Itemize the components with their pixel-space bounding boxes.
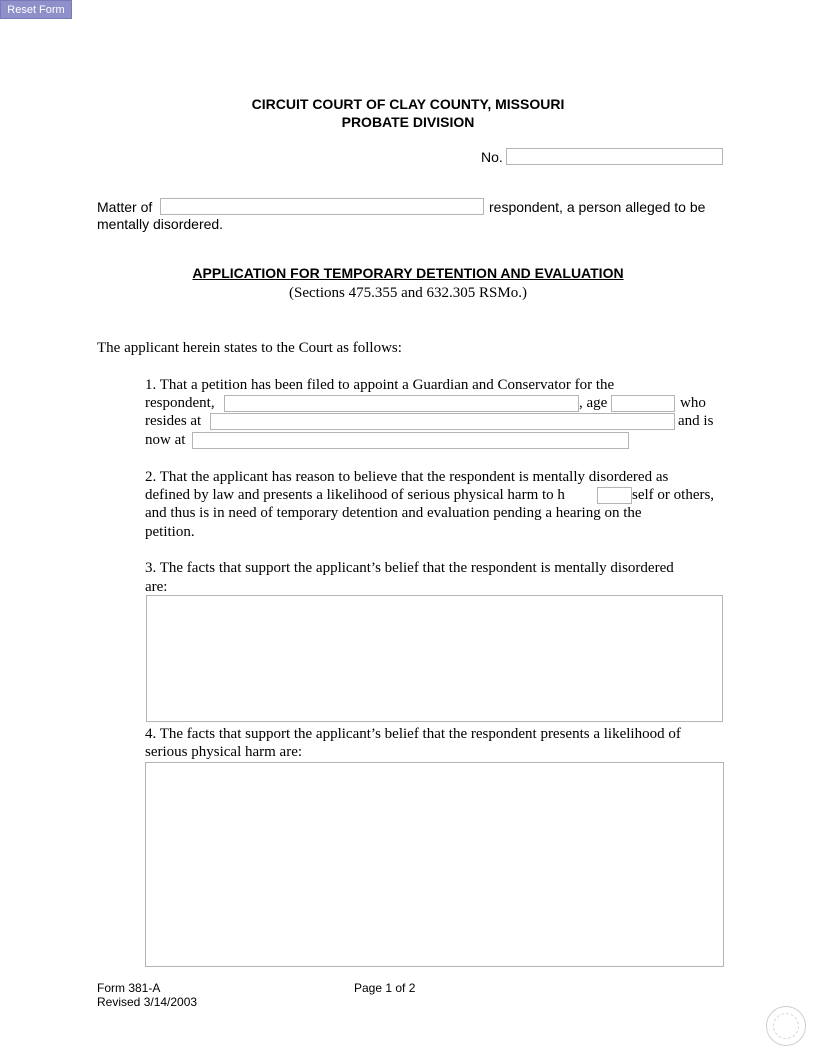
footer-page-number: Page 1 of 2 [354,981,416,995]
pronoun-field[interactable] [597,487,632,504]
para2-line2-pre: defined by law and presents a likelihood of serious physical harm to h [145,487,565,503]
court-seal-icon [766,1006,806,1046]
case-no-field[interactable] [506,148,723,165]
case-no-label: No. [481,149,503,165]
para1-who-label: who [680,395,706,411]
para2-line2-post: self or others, [632,487,715,503]
para1-respondent-label: respondent, [145,395,215,411]
residence-field[interactable] [210,413,675,430]
reset-form-button[interactable]: Reset Form [0,0,72,19]
para1-now-at-label: now at [145,432,186,448]
para4-line2: serious physical harm are: [145,744,303,760]
para1-line1: 1. That a petition has been filed to appoint a Guardian and Conservator for the [145,377,615,393]
para1-resides-label: resides at [145,413,202,429]
physical-harm-facts-textarea[interactable] [145,762,724,967]
para1-and-is-label: and is [678,413,714,429]
form-title-text: APPLICATION FOR TEMPORARY DETENTION AND EVALUATION [192,265,624,281]
footer-form-number: Form 381-A [97,981,161,995]
form-subtitle: (Sections 475.355 and 632.305 RSMo.) [289,285,527,301]
para2-line3: and thus is in need of temporary detention and evaluation pending a hearing on the [145,505,642,521]
division-heading: PROBATE DIVISION [341,114,475,130]
court-heading: CIRCUIT COURT OF CLAY COUNTY, MISSOURI [251,96,565,112]
age-field[interactable] [611,395,675,412]
respondent-field[interactable] [224,395,579,412]
para2-line4: petition. [145,524,195,540]
mental-disorder-facts-textarea[interactable] [146,595,723,722]
matter-suffix-text: respondent, a person alleged to be [489,199,706,215]
matter-of-label: Matter of [97,199,153,215]
footer-revised-date: Revised 3/14/2003 [97,995,198,1009]
matter-line2-text: mentally disordered. [97,216,224,232]
current-location-field[interactable] [192,432,629,449]
para2-line1: 2. That the applicant has reason to believe that the respondent is mentally disordered as [145,469,669,485]
para4-line1: 4. The facts that support the applicant’s belief that the respondent presents a likelihood of [145,726,681,742]
para1-age-label: , age [579,395,608,411]
respondent-name-field[interactable] [160,198,484,215]
para3-line1: 3. The facts that support the applicant’s belief that the respondent is mentally disordered [145,560,674,576]
para3-line2: are: [145,579,168,595]
form-title [0,265,816,281]
intro-text: The applicant herein states to the Court as follows: [97,340,402,356]
